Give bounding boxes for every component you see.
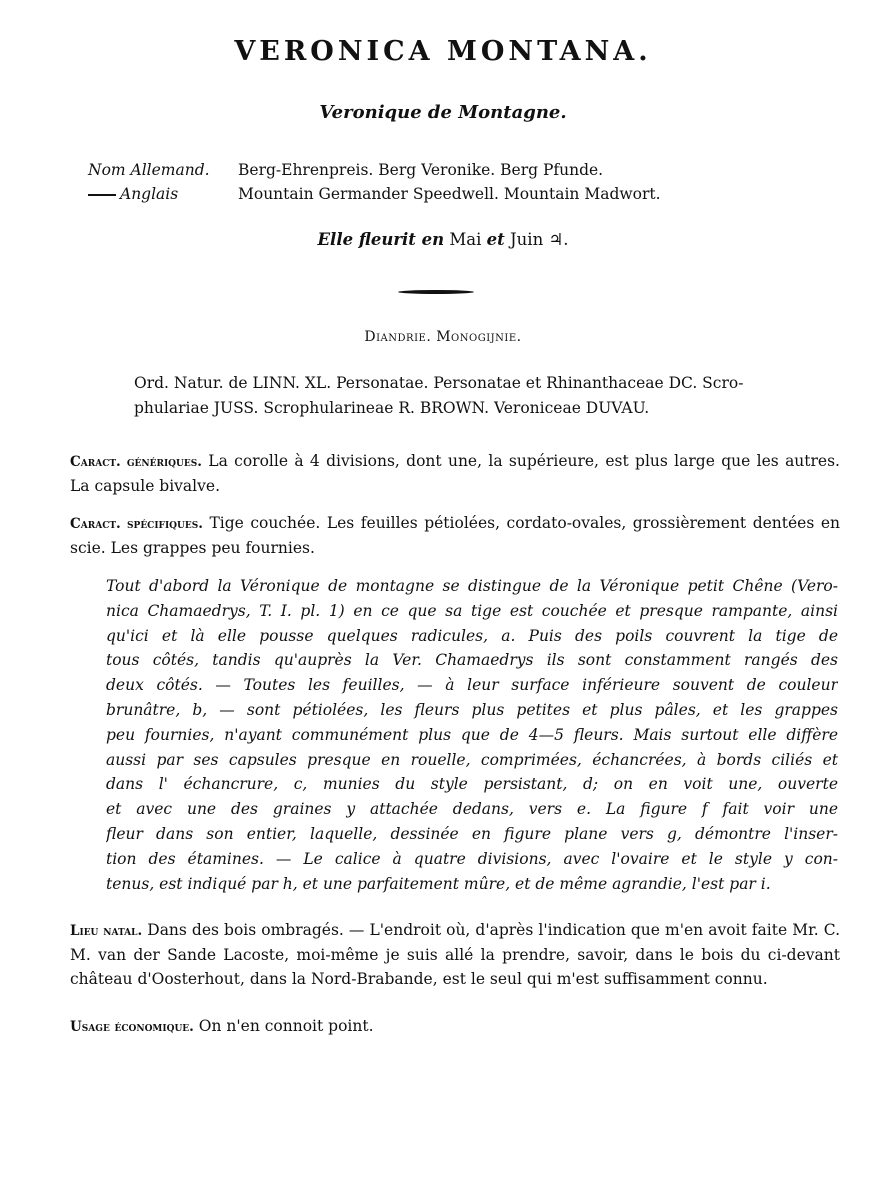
flowering-time	[0, 230, 886, 249]
natural-order-line-1: Ord. Natur. de LINN. XL. Personatae. Personatae et Rhinanthaceae DC. Scro-	[134, 374, 744, 392]
english-name-row	[88, 182, 661, 206]
dash-rule	[88, 194, 116, 196]
description-line: brunâtre, b, — sont pétiolées, les fleurs plus petites et plus pâles, et les grappes	[106, 700, 838, 719]
generic-characters	[70, 449, 840, 498]
flowering-et: et	[486, 230, 505, 249]
flowering-pre: Elle fleurit en	[317, 230, 445, 249]
common-names	[88, 158, 661, 206]
economic-use-label: Usage économique.	[70, 1019, 194, 1035]
native-habitat-text: Dans des bois ombragés. — L'endroit où, d'après l'indication que m'en avoit faite Mr. C. M. van der Sande Lacoste, moi-même je suis allé la prendre, savoir, dans le bois du ci-devant château d'Oosterhout, dans la Nord-Brabande, est le seul qui m'est suffisamment connu.	[70, 921, 840, 988]
description-line: peu fournies, n'ayant communément plus que de 4—5 fleurs. Mais surtout elle diffère	[106, 725, 838, 744]
generic-characters-label: Caract. génériques.	[70, 454, 202, 470]
description-line: dans l' échancrure, c, munies du style persistant, d; on en voit une, ouverte	[106, 775, 838, 794]
specific-characters-label: Caract. spécifiques.	[70, 516, 203, 532]
german-label: Nom Allemand.	[88, 161, 210, 179]
ornament-rule	[398, 290, 474, 294]
generic-characters-text: La corolle à 4 divisions, dont une, la supérieure, est plus large que les autres. La capsule bivalve.	[70, 452, 840, 495]
description-line: tous côtés, tandis qu'auprès la Ver. Chamaedrys ils sont constamment rangés des	[106, 651, 838, 670]
description-line: et avec une des graines y attachée dedans, vers e. La figure f fait voir une	[106, 800, 838, 819]
german-names: Berg-Ehrenpreis. Berg Veronike. Berg Pfunde.	[238, 161, 604, 179]
english-label-wrap	[88, 182, 238, 206]
french-name: Veronique de Montagne.	[319, 102, 567, 123]
description-line: Tout d'abord la Véronique de montagne se distingue de la Véronique petit Chêne (Vero-	[106, 577, 838, 595]
perennial-symbol: ♃.	[548, 230, 569, 249]
description	[106, 574, 838, 896]
economic-use	[70, 1014, 840, 1039]
specific-characters	[70, 511, 840, 560]
natural-order-line-2: phulariae JUSS. Scrophularineae R. BROWN. Veroniceae DUVAU.	[134, 399, 650, 417]
description-line: nica Chamaedrys, T. I. pl. 1) en ce que sa tige est couchée et presque rampante, ainsi	[106, 601, 838, 620]
description-line: tion des étamines. — Le calice à quatre divisions, avec l'ovaire et le style y con-	[106, 849, 838, 868]
economic-use-text: On n'en connoit point.	[198, 1017, 374, 1035]
native-habitat	[70, 918, 840, 991]
specific-characters-text: Tige couchée. Les feuilles pétiolées, cordato-ovales, grossièrement dentées en scie. Les grappes peu fournies.	[70, 514, 840, 557]
description-line: tenus, est indiqué par h, et une parfaitement mûre, et de même agrandie, l'est par i.	[106, 874, 771, 893]
german-name-row	[88, 158, 661, 182]
natural-order	[134, 371, 814, 421]
flowering-month-1: Mai	[449, 230, 482, 249]
native-habitat-label: Lieu natal.	[70, 923, 143, 939]
classification: Diandrie. Monogijnie.	[364, 329, 522, 345]
description-line: fleur dans son entier, laquelle, dessinée en figure plane vers g, démontre l'inser-	[106, 824, 838, 843]
description-line: qu'ici et là elle pousse quelques radicules, a. Puis des poils couvrent la tige de	[106, 626, 838, 645]
english-label: Anglais	[120, 185, 179, 203]
description-line: aussi par ses capsules presque en rouelle, comprimées, échancrées, à bords ciliés et	[106, 750, 838, 769]
flowering-month-2: Juin	[510, 230, 544, 249]
description-line: deux côtés. — Toutes les feuilles, — à leur surface inférieure souvent de couleur	[106, 676, 838, 695]
page-title: VERONICA MONTANA.	[234, 36, 652, 67]
english-names: Mountain Germander Speedwell. Mountain Madwort.	[238, 185, 661, 203]
